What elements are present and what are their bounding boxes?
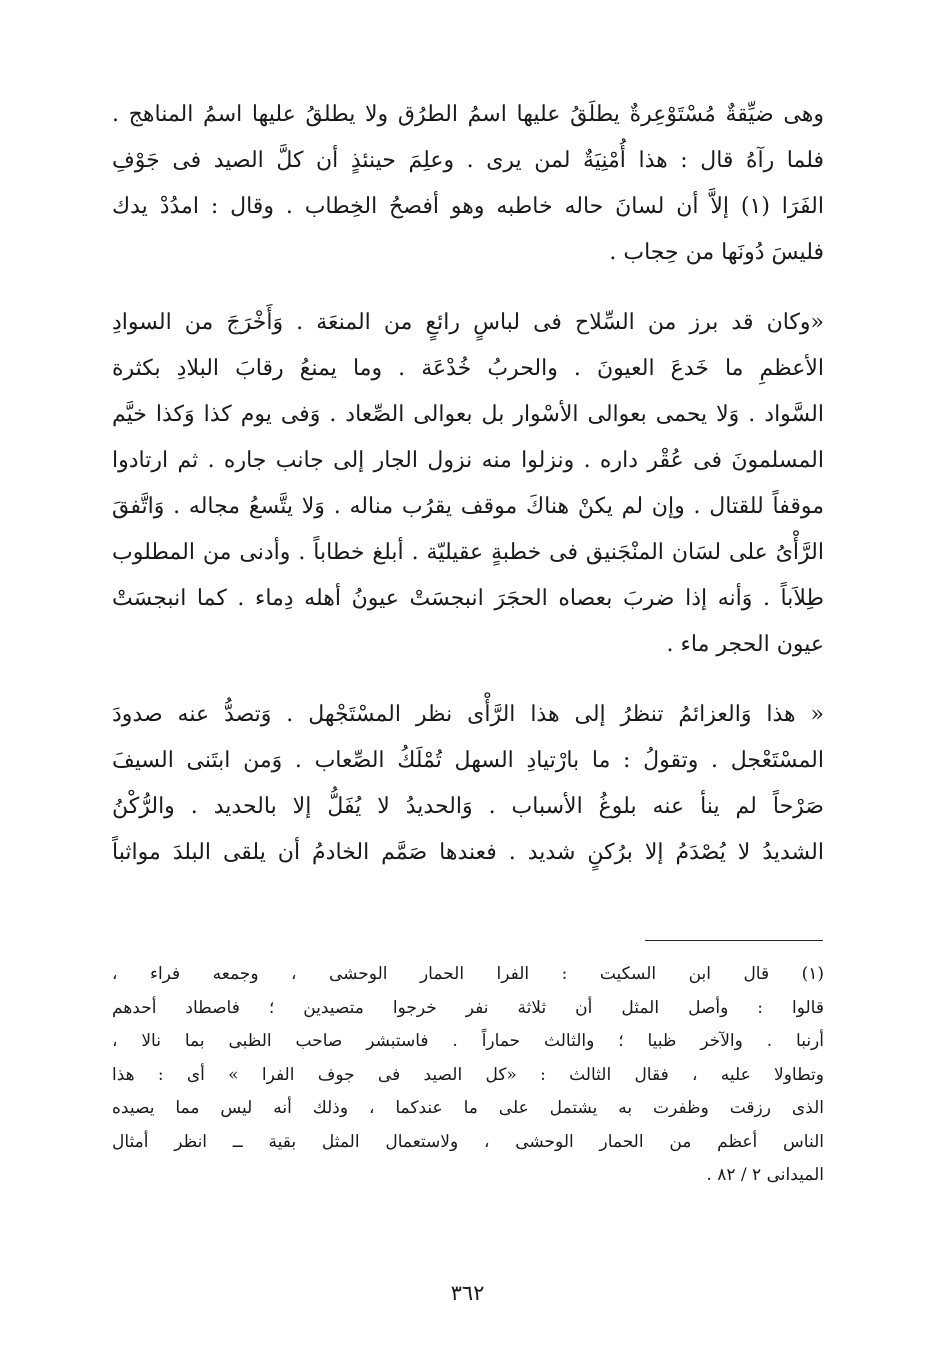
text-line: الرَّأْىُ على لسَان المنْجَنيق فى خطبةٍ عقيليّة . أبلغ خطاباً . وأدنى من المطلوب	[112, 540, 824, 565]
paragraph-2	[112, 300, 824, 668]
footnote-line: الذى رزقت وظفرت به يشتمل على ما عندكما ، وذلك أنه ليس مما يصيده	[112, 1098, 824, 1118]
text-line: موقفاً للقتال . وإن لم يكنْ هناكَ موقف يقرُب مناله . وَلا يتَّسعُ مجاله . وَاتَّفقَ	[112, 494, 824, 519]
text-line: السَّواد . وَلا يحمى بعوالى الأسْوار بل بعوالى الصِّعاد . وَفى يوم كذا وَكذا خيَّم	[112, 402, 824, 427]
footnote-line: الميدانى ٢ / ٨٢ .	[706, 1165, 824, 1185]
paragraph-3	[112, 692, 824, 876]
footnote-line: (١) قال ابن السكيت : الفرا الحمار الوحشى ، وجمعه فراء ،	[112, 964, 824, 984]
text-line: الأعظمِ ما خَدعَ العيونَ . والحربُ خُدْعَة . وما يمنعُ رقابَ البلادِ بكثرة	[112, 356, 824, 381]
footnote-line: وتطاولا عليه ، فقال الثالث : «كل الصيد فى جوف الفرا » أى : هذا	[112, 1064, 824, 1085]
footnote	[112, 958, 824, 1193]
footnote-line: قالوا : وأصل المثل أن ثلاثة نفر خرجوا متصيدين ؛ فاصطاد أحدهم	[112, 997, 824, 1018]
main-text	[112, 92, 824, 876]
text-line: «وكان قد برز من السِّلاح فى لباسٍ رائعٍ من المنعَة . وَأَخْرَجَ من السوادِ	[112, 310, 824, 335]
text-line: المسلمونَ فى عُقْر داره . ونزلوا منه نزول الجار إلى جانب جاره . ثم ارتادوا	[112, 448, 824, 473]
text-line: طِلاَباً . وَأنه إذا ضربَ بعصاه الحجَرَ انبجسَتْ عيونُ أهله دِماء . كما انبجسَتْ	[112, 586, 824, 611]
footnote-line: الناس أعظم من الحمار الوحشى ، ولاستعمال المثل بقية ــ انظر أمثال	[112, 1131, 824, 1152]
text-line: الفَرَا (١) إلاَّ أن لسانَ حاله خاطبه وهو أفصحُ الخِطاب . وقال : امدُدْ يدك	[112, 194, 824, 219]
footnote-line: أرنبا . والآخر ظبيا ؛ والثالث حماراً . فاستبشر صاحب الظبى بما نالا ،	[112, 1031, 824, 1051]
text-line: المسْتَعْجل . وتقولُ : ما بارْتيادِ السهل تُمْلَكُ الصِّعاب . وَمن ابتَنى السيفَ	[112, 748, 824, 773]
text-line: عيون الحجر ماء .	[666, 632, 824, 657]
page-number: ٣٦٢	[450, 1281, 485, 1305]
paragraph-1	[112, 92, 824, 276]
text-line: فلما رآهُ قال : هذا أُمْنِيَةٌ لمن يرى . وعلِمَ حينئذٍ أن كلَّ الصيد فى جَوْفِ	[112, 148, 824, 173]
text-line: فليسَ دُونَها من حِجاب .	[609, 240, 824, 265]
text-line: الشديدُ لا يُصْدَمُ إلا برُكنٍ شديد . فعندها صَمَّم الخادمُ أن يلقى البلدَ مواثباً	[112, 840, 824, 865]
text-line: « هذا وَالعزائمُ تنظرُ إلى هذا الرَّأْى نظر المسْتَجْهل . وَتصدُّ عنه صدودَ	[112, 702, 824, 727]
footnote-divider	[645, 940, 823, 941]
text-line: وهى ضيِّقةٌ مُسْتَوْعِرةٌ يطلَقُ عليها اسمُ الطرُق ولا يطلقُ عليها اسمُ المناهج .	[112, 102, 824, 127]
text-line: صَرْحاً لم ينأ عنه بلوغُ الأسباب . وَالحديدُ لا يُفَلُّ إلا بالحديد . والرُّكْنُ	[112, 794, 824, 819]
